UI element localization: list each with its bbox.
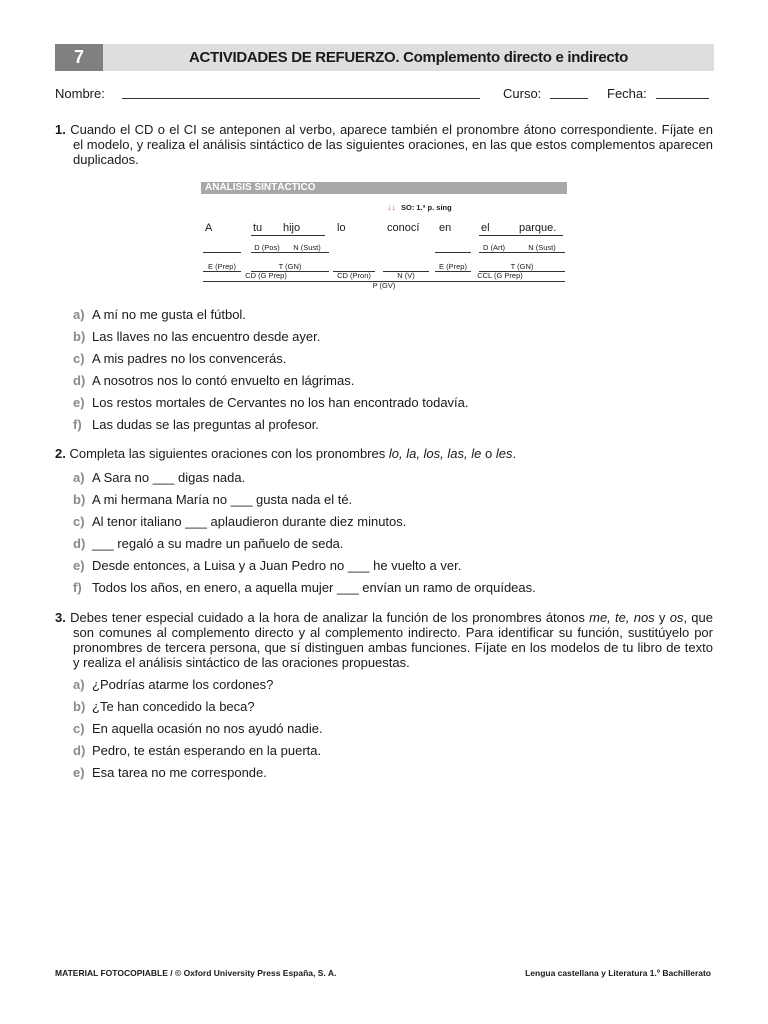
question-3-number: 3. [55, 610, 66, 625]
list-item: e) Esa tarea no me corresponde. [73, 765, 267, 780]
list-item: e) Los restos mortales de Cervantes no los han encontrado todavía. [73, 395, 469, 410]
label-n-v: N (V) [397, 271, 415, 280]
word-parque: parque. [519, 222, 557, 234]
list-item: b) ¿Te han concedido la beca? [73, 699, 255, 714]
word-tu: tu [253, 222, 263, 234]
activity-number: 7 [55, 44, 103, 71]
word-el: el [481, 222, 490, 234]
label-cd-gprep: CD (G Prep) [245, 271, 287, 280]
curso-field[interactable] [550, 98, 588, 99]
list-item: f) Las dudas se las preguntas al profesor. [73, 417, 319, 432]
arrow-down-icon: ↓↓ [387, 202, 396, 212]
list-item: c) En aquella ocasión no nos ayudó nadie. [73, 721, 323, 736]
label-d-art: D (Art) [482, 243, 506, 252]
syntactic-analysis-model [201, 182, 567, 292]
word-a: A [205, 222, 213, 234]
list-item[interactable]: d) ___ regaló a su madre un pañuelo de seda. [73, 536, 344, 551]
list-item[interactable]: b) A mi hermana María no ___ gusta nada el té. [73, 492, 353, 507]
label-e-prep-2: E (Prep) [439, 262, 467, 271]
label-ccl-gprep: CCL (G Prep) [477, 271, 523, 280]
list-item: a) ¿Podrías atarme los cordones? [73, 677, 274, 692]
question-1-text: Cuando el CD o el CI se anteponen al verbo, aparece también el pronombre átono correspondiente. Fíjate en el modelo, y realiza el análisis sintáctico de las siguientes oraciones, en las que estos complementos aparecen duplicados. [70, 122, 713, 167]
word-en: en [439, 222, 452, 234]
page-title: ACTIVIDADES DE REFUERZO. Complemento directo e indirecto [188, 49, 629, 66]
word-hijo: hijo [283, 222, 301, 234]
question-2: 2. Completa las siguientes oraciones con los pronombres lo, la, los, las, le o les. [55, 446, 517, 461]
footer-copyright: MATERIAL FOTOCOPIABLE / © Oxford University Press España, S. A. [55, 968, 337, 978]
list-item[interactable]: e) Desde entonces, a Luisa y a Juan Pedro no ___ he vuelto a ver. [73, 558, 462, 573]
question-3: 3. Debes tener especial cuidado a la hora de analizar la función de los pronombres átonos me, te, nos y os, que son comunes al complemento directo y al complemento indirecto. Para identificar su función, sustitúyelo por pronombres de tercera persona, que sí distinguen ambas funciones. Fíjate en los modelos de tu libro de texto y realiza el análisis sintáctico de las oraciones propuestas. [55, 610, 713, 670]
question-1 [55, 122, 713, 167]
list-item[interactable]: f) Todos los años, en enero, a aquella mujer ___ envían un ramo de orquídeas. [73, 580, 536, 595]
label-t-gn-2: T (GN) [510, 262, 534, 271]
label-d-pos: D (Pos) [254, 243, 280, 252]
analysis-title: ANÁLISIS SINTÁCTICO [201, 182, 567, 194]
subject-omitted-label: SO: 1.ª p. sing [401, 203, 452, 212]
question-1-list [73, 307, 469, 439]
label-n-sust-2: N (Sust) [528, 243, 556, 252]
list-item: b) Las llaves no las encuentro desde ayer. [73, 329, 321, 344]
label-t-gn: T (GN) [278, 262, 302, 271]
label-cd-pron: CD (Pron) [337, 271, 371, 280]
label-n-sust: N (Sust) [293, 243, 321, 252]
list-item: a) A mí no me gusta el fútbol. [73, 307, 246, 322]
word-conoci: conocí [387, 222, 420, 234]
nombre-label: Nombre: [55, 86, 105, 101]
fecha-label: Fecha: [607, 86, 647, 101]
list-item: d) A nosotros nos lo contó envuelto en lágrimas. [73, 373, 355, 388]
curso-label: Curso: [503, 86, 542, 101]
list-item[interactable]: c) Al tenor italiano ___ aplaudieron durante diez minutos. [73, 514, 407, 529]
question-2-list [73, 470, 536, 602]
footer-course: Lengua castellana y Literatura 1.º Bachillerato [525, 968, 711, 978]
fecha-field[interactable] [656, 98, 709, 99]
question-3-list [73, 677, 323, 787]
list-item: d) Pedro, te están esperando en la puerta. [73, 743, 322, 758]
label-p-gv: P (GV) [372, 281, 396, 290]
list-item: c) A mis padres no los convencerás. [73, 351, 287, 366]
nombre-field[interactable] [122, 98, 480, 99]
word-lo: lo [337, 222, 346, 234]
question-1-number: 1. [55, 122, 66, 137]
label-e-prep: E (Prep) [208, 262, 236, 271]
activity-header [55, 44, 714, 71]
question-2-number: 2. [55, 446, 66, 461]
list-item[interactable]: a) A Sara no ___ digas nada. [73, 470, 246, 485]
